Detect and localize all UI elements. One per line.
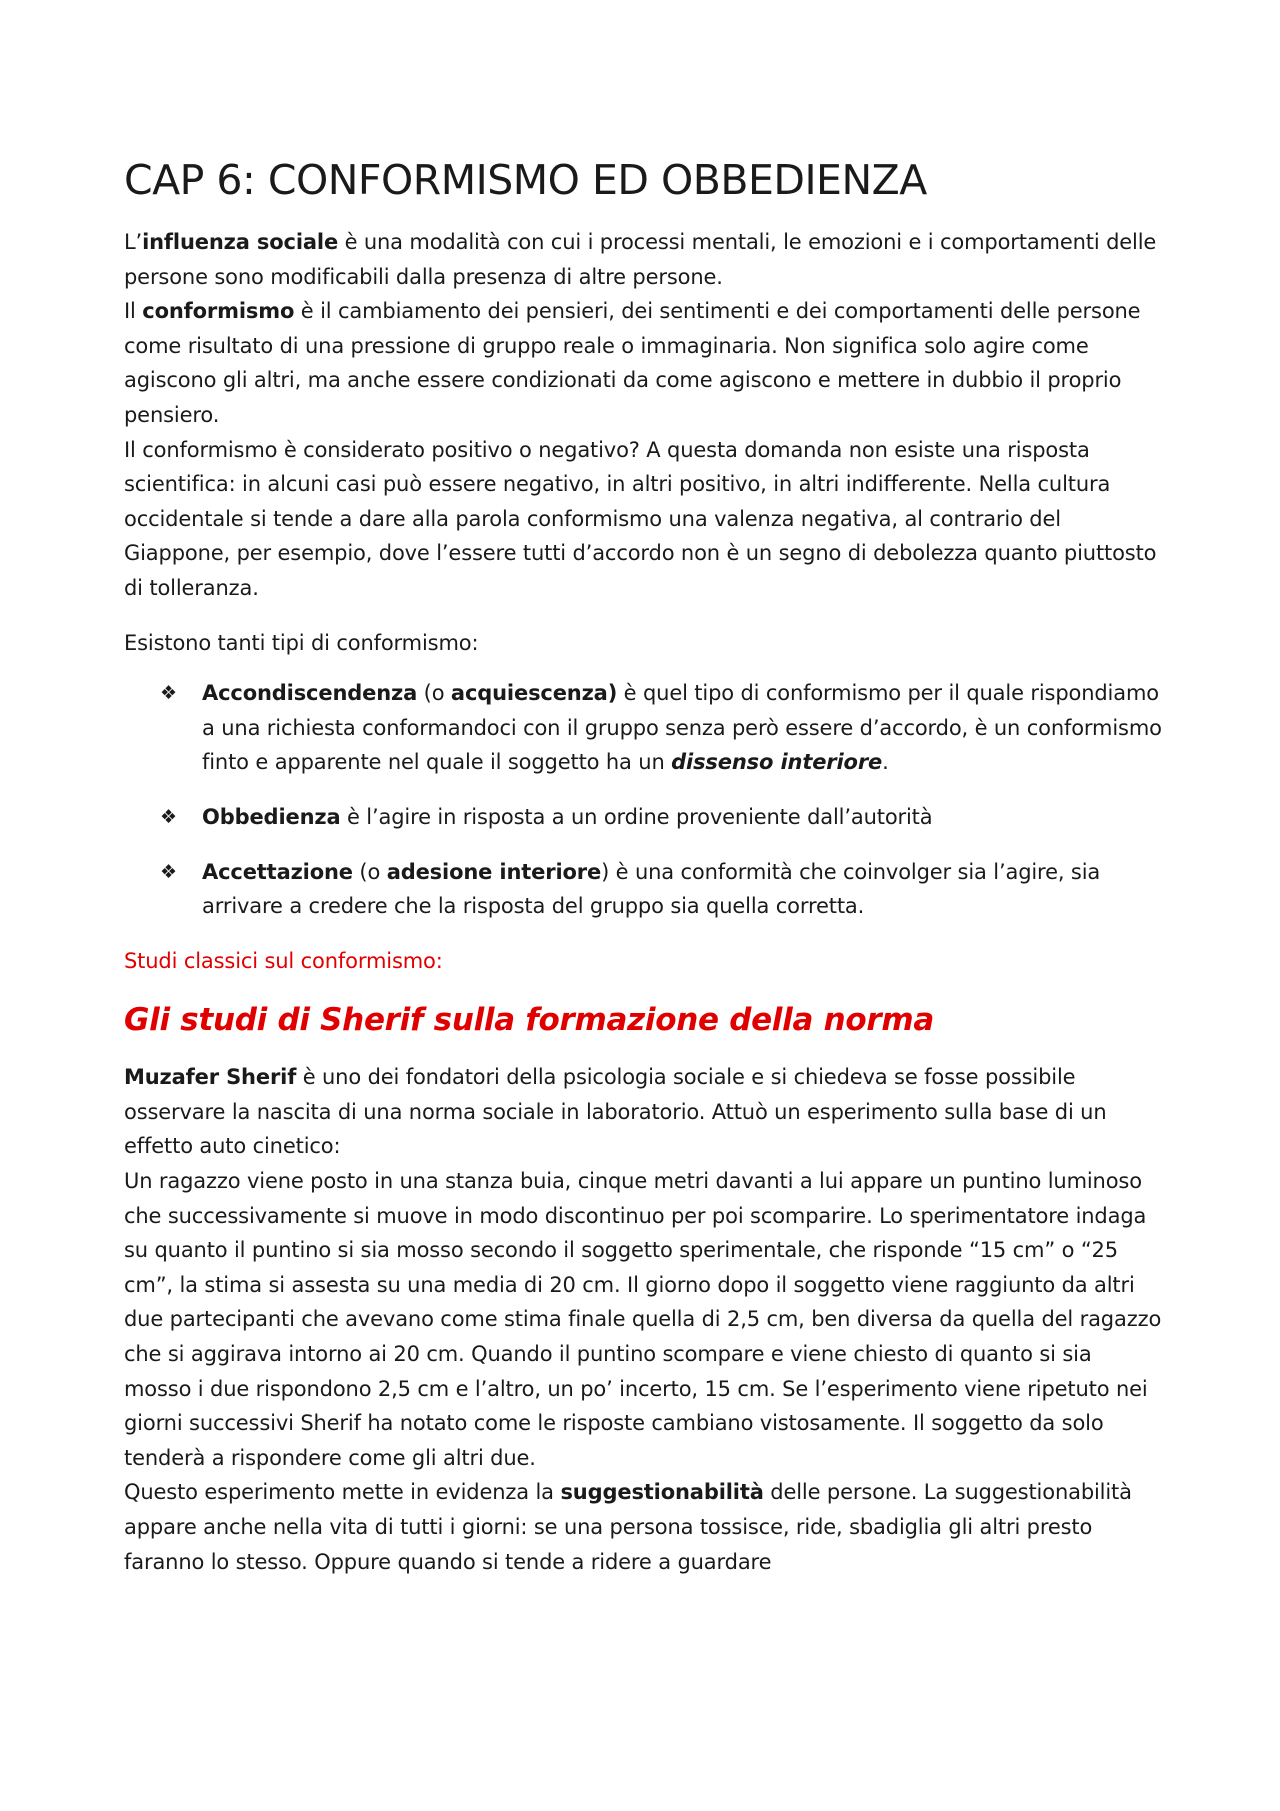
term-obbedienza: Obbedienza bbox=[202, 804, 341, 829]
term-dissenso-interiore: dissenso interiore bbox=[671, 750, 883, 775]
term-muzafer-sherif: Muzafer Sherif bbox=[124, 1065, 297, 1090]
term-conformismo: conformismo bbox=[142, 299, 295, 324]
section-label: Studi classici sul conformismo: bbox=[124, 948, 443, 973]
types-intro: Esistono tanti tipi di conformismo: bbox=[124, 630, 479, 655]
term-adesione-interiore: adesione interiore bbox=[386, 859, 602, 884]
term-suggestionabilita: suggestionabilità bbox=[560, 1480, 764, 1505]
page-title: CAP 6: CONFORMISMO ED OBBEDIENZA bbox=[124, 156, 927, 204]
types-list bbox=[124, 676, 1164, 924]
text: Questo esperimento mette in evidenza la bbox=[124, 1480, 561, 1505]
diamond-bullet-icon: ❖ bbox=[160, 860, 177, 883]
paragraph-experiment: Un ragazzo viene posto in una stanza buia, cinque metri davanti a lui appare un puntino luminoso che successivamente si muove in modo discontinuo per poi scomparire. Lo sperimentatore indaga su quanto il puntino si sia mosso secondo il soggetto sperimentale, che risponde “15 cm” o “25 cm”, la stima si assesta su una media di 20 cm. Il giorno dopo il soggetto viene raggiunto da altri due partecipanti che avevano come stima finale quella di 2,5 cm, ben diversa da quella del ragazzo che si aggirava intorno ai 20 cm. Quando il puntino scompare e viene chiesto di quanto si sia mosso i due rispondono 2,5 cm e l’altro, un po’ incerto, 15 cm. Se l’esperimento viene ripetuto nei giorni successivi Sherif ha notato come le risposte cambiano vistosamente. Il soggetto da solo tenderà a rispondere come gli altri due. bbox=[124, 1169, 1162, 1470]
term-acquiescenza: acquiescenza) bbox=[450, 681, 618, 706]
list-item-obbedienza bbox=[124, 800, 1164, 835]
paragraph-valenza: Il conformismo è considerato positivo o negativo? A questa domanda non esiste una risposta scientifica: in alcuni casi può essere negativo, in altri positivo, in altri indifferente. Nella cultura occidentale si tende a dare alla parola conformismo una valenza negativa, al contrario del Giappone, per esempio, dove l’essere tutti d’accordo non è un segno di debolezza quanto piuttosto di tolleranza. bbox=[124, 437, 1157, 600]
list-item-accettazione bbox=[124, 855, 1164, 924]
text: è una modalità con cui i processi mentali, le emozioni e i comportamenti delle persone sono modificabili dalla presenza di altre persone. bbox=[124, 230, 1157, 289]
text: è quel tipo di conformismo per il quale rispondiamo a una richiesta conformandoci con il gruppo senza però essere d’accordo, è un conformismo finto e apparente nel quale il soggetto ha un bbox=[202, 681, 1162, 775]
paragraph-suggestionabilita bbox=[124, 1475, 1164, 1579]
text: Il bbox=[124, 299, 143, 324]
section-heading: Gli studi di Sherif sulla formazione della norma bbox=[124, 1002, 934, 1039]
diamond-bullet-icon: ❖ bbox=[160, 805, 177, 828]
list-item-accondiscendenza bbox=[124, 676, 1164, 780]
text: ) è una conformità che coinvolger sia l’agire, sia arrivare a credere che la risposta del gruppo sia quella corretta. bbox=[202, 859, 1101, 919]
text: L’ bbox=[124, 230, 143, 254]
text: è uno dei fondatori della psicologia sociale e si chiedeva se fosse possibile osservare la nascita di una norma sociale in laboratorio. Attuò un esperimento sulla base di un effetto auto cinetico: bbox=[124, 1065, 1107, 1159]
term-accondiscendenza: Accondiscendenza bbox=[202, 681, 418, 706]
text: (o bbox=[417, 681, 451, 706]
paragraph-sherif-intro bbox=[124, 1060, 1164, 1164]
text: delle persone. La suggestionabilità appare anche nella vita di tutti i giorni: se una persona tossisce, ride, sbadiglia gli altri presto faranno lo stesso. Oppure quando si tende a ridere a guardare bbox=[124, 1480, 1132, 1574]
term-accettazione: Accettazione bbox=[202, 859, 353, 884]
text: . bbox=[882, 750, 889, 775]
term-influenza-sociale: influenza sociale bbox=[142, 230, 339, 254]
text: è l’agire in risposta a un ordine proveniente dall’autorità bbox=[340, 804, 933, 829]
paragraph-conformismo bbox=[124, 294, 1164, 432]
diamond-bullet-icon: ❖ bbox=[160, 682, 177, 705]
paragraph-influenza-sociale bbox=[124, 225, 1164, 294]
text: (o bbox=[352, 859, 387, 884]
text: è il cambiamento dei pensieri, dei sentimenti e dei comportamenti delle persone come risultato di una pressione di gruppo reale o immaginaria. Non significa solo agire come agiscono gli altri, ma anche essere condizionati da come agiscono e mettere in dubbio il proprio pensiero. bbox=[124, 299, 1141, 427]
document-page bbox=[124, 150, 1164, 1579]
